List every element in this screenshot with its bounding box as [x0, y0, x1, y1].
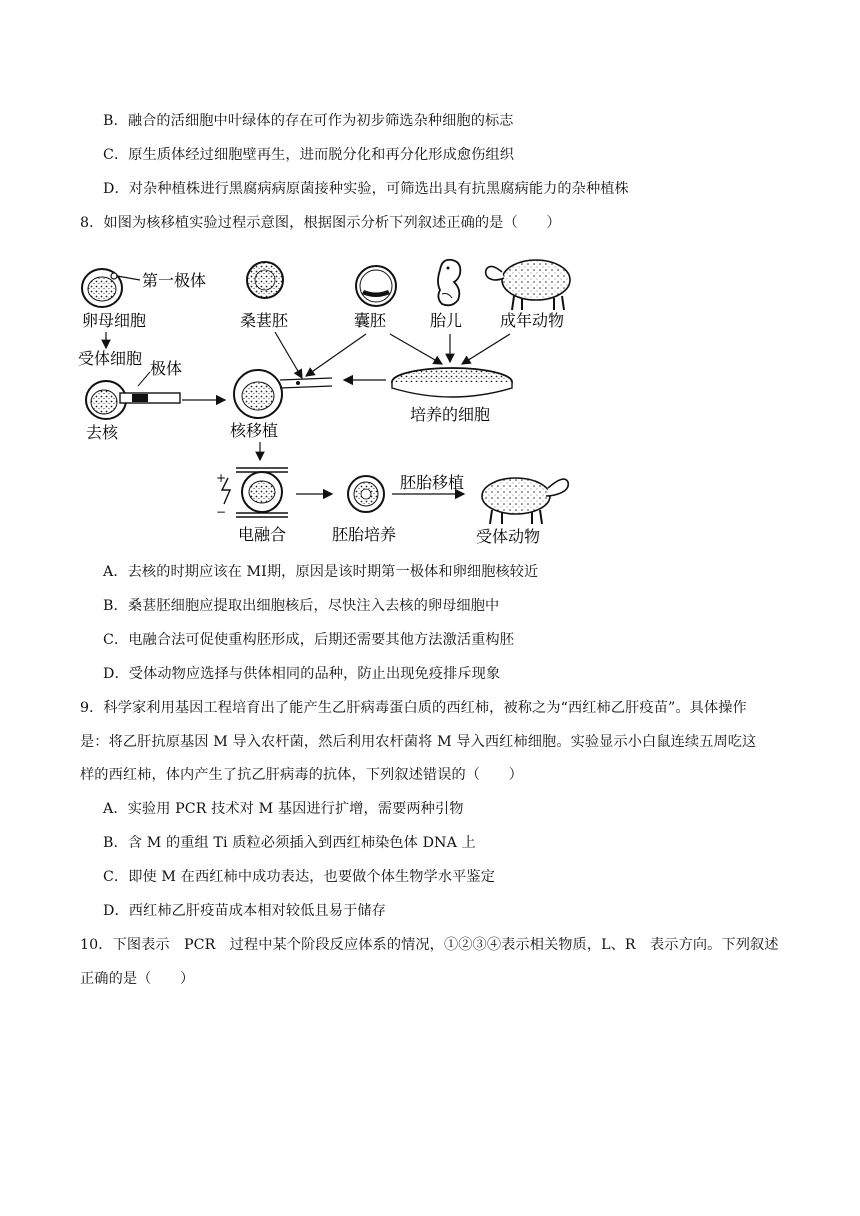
label-electrofusion: 电融合: [238, 525, 287, 544]
q8-stem: 8．如图为核移植实验过程示意图，根据图示分析下列叙述正确的是（ ）: [80, 215, 561, 231]
q9-option-c: C．即使 M 在西红柿中成功表达，也要做个体生物学水平鉴定: [103, 869, 495, 885]
nuclear-transfer-cell: [234, 370, 332, 418]
recipient-sheep: [482, 478, 568, 524]
q8-option-a: A．去核的时期应该在 MⅠ期，原因是该时期第一极体和卵细胞核较近: [103, 564, 539, 580]
q7-option-b: B．融合的活细胞中叶绿体的存在可作为初步筛选杂种细胞的标志: [103, 113, 514, 129]
label-oocyte: 卵母细胞: [82, 311, 147, 330]
q8-option-b: B．桑葚胚细胞应提取出细胞核后，尽快注入去核的卵母细胞中: [103, 598, 500, 614]
label-embryo-culture: 胚胎培养: [332, 525, 397, 544]
q10-stem-line-1: 10．下图表示 PCR 过程中某个阶段反应体系的情况，①②③④表示相关物质，L、R 表示方向。下列叙述: [80, 937, 779, 953]
label-nuclear-transfer: 核移植: [230, 421, 279, 440]
embryo-culture-cell: [348, 476, 384, 512]
fetus-figure: [438, 260, 460, 306]
q7-option-c: C．原生质体经过细胞壁再生，进而脱分化和再分化形成愈伤组织: [103, 147, 515, 163]
q7-option-d: D．对杂种植株进行黑腐病病原菌接种实验，可筛选出具有抗黑腐病能力的杂种植株: [103, 181, 629, 197]
label-morula: 桑葚胚: [240, 311, 289, 330]
label-plus: +: [216, 471, 227, 485]
label-cultured-cells: 培养的细胞: [410, 405, 491, 424]
culture-dish: [392, 368, 512, 397]
q8-option-d: D．受体动物应选择与供体相同的品种，防止出现免疫排斥现象: [103, 666, 501, 682]
q9-stem-line-1: 9．科学家利用基因工程培育出了能产生乙肝病毒蛋白质的西红柿，被称之为“西红柿乙肝疫苗”。具体操作: [80, 700, 747, 716]
label-recipient-cell: 受体细胞: [78, 349, 143, 368]
label-polar-body: 极体: [150, 359, 183, 378]
q9-option-d: D．西红柿乙肝疫苗成本相对较低且易于储存: [103, 903, 386, 919]
label-adult-animal: 成年动物: [500, 311, 565, 330]
blastocyst: [356, 266, 396, 306]
nuclear-transfer-diagram: [70, 250, 590, 550]
q9-stem-line-3: 样的西红柿，体内产生了抗乙肝病毒的抗体，下列叙述错误的（ ）: [80, 767, 523, 783]
label-fetus: 胎儿: [430, 311, 463, 330]
label-enucleation: 去核: [86, 423, 119, 442]
label-embryo-transfer: 胚胎移植: [400, 473, 465, 492]
q9-option-a: A．实验用 PCR 技术对 M 基因进行扩增，需要两种引物: [103, 801, 464, 817]
q10-stem-line-2: 正确的是（ ）: [80, 971, 195, 987]
morula: [247, 262, 283, 298]
q9-option-b: B．含 M 的重组 Ti 质粒必须插入到西红柿染色体 DNA 上: [103, 835, 476, 851]
label-first-polar-body: 第一极体: [142, 271, 207, 290]
label-minus: −: [216, 505, 227, 519]
label-blastocyst: 囊胚: [354, 311, 387, 330]
enucleation-cell: [86, 381, 180, 419]
electrofusion-cell: [222, 468, 288, 517]
oocyte-cell: [82, 269, 140, 307]
label-recipient-animal: 受体动物: [476, 527, 541, 546]
adult-sheep: [486, 260, 570, 310]
q9-stem-line-2: 是：将乙肝抗原基因 M 导入农杆菌，然后利用农杆菌将 M 导入西红柿细胞。实验显示小白鼠连续五周吃这: [80, 734, 757, 750]
q8-option-c: C．电融合法可促使重构胚形成，后期还需要其他方法激活重构胚: [103, 632, 515, 648]
